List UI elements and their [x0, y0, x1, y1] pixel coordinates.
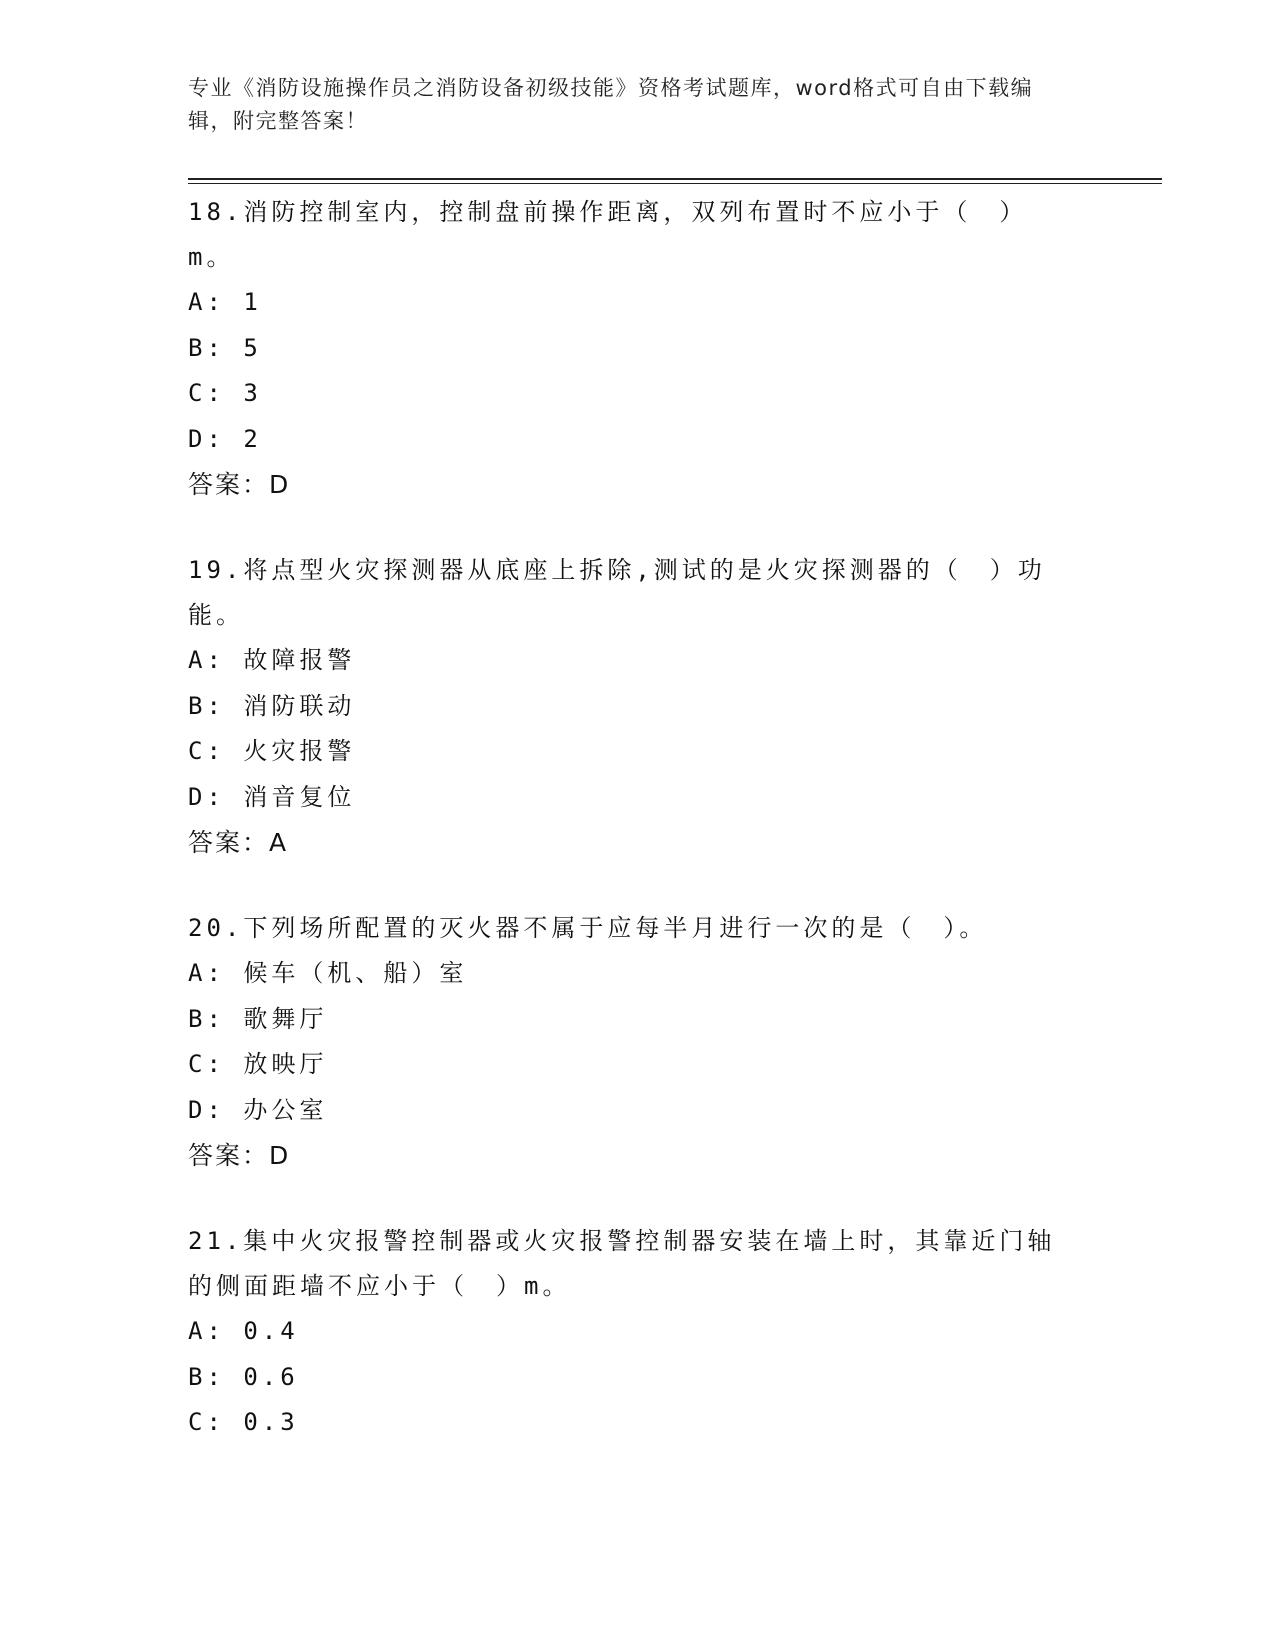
option-c: C: 0.3 [188, 1408, 299, 1436]
option-d: D: 2 [188, 424, 262, 453]
question-list [188, 190, 1088, 1446]
spacer [188, 507, 1088, 548]
spacer [188, 865, 1088, 906]
spacer [188, 1178, 1088, 1219]
option-b: B: 歌舞厅 [188, 1004, 328, 1033]
question-18 [188, 190, 1088, 507]
option-a: A: 候车（机、船）室 [188, 959, 468, 987]
option-a: A: 1 [188, 288, 262, 316]
option-c: C: 3 [188, 379, 262, 407]
answer: 答案：D [188, 470, 291, 499]
answer: 答案：D [188, 1141, 291, 1170]
option-a: A: 故障报警 [188, 646, 356, 674]
question-21 [188, 1219, 1088, 1446]
header-divider-thick [188, 178, 1162, 180]
option-c: C: 放映厅 [188, 1050, 328, 1078]
question-20 [188, 906, 1088, 1178]
header-divider-thin [188, 183, 1162, 184]
option-a: A: 0.4 [188, 1317, 299, 1345]
option-b: B: 0.6 [188, 1362, 299, 1391]
option-b: B: 5 [188, 333, 262, 362]
question-text: 21.集中火灾报警控制器或火灾报警控制器安装在墙上时，其靠近门轴的侧面距墙不应小于（ ）m。 [188, 1227, 1056, 1300]
option-d: D: 消音复位 [188, 782, 356, 811]
question-text: 18.消防控制室内，控制盘前操作距离，双列布置时不应小于（ ）m。 [188, 198, 1028, 271]
document-header: 专业《消防设施操作员之消防设备初级技能》资格考试题库，word格式可自由下载编辑，附完整答案！ [188, 76, 1034, 133]
answer: 答案：A [188, 828, 289, 857]
question-text: 20.下列场所配置的灭火器不属于应每半月进行一次的是（ ）。 [188, 914, 988, 942]
option-b: B: 消防联动 [188, 691, 356, 720]
question-text: 19.将点型火灾探测器从底座上拆除,测试的是火灾探测器的（ ）功能。 [188, 556, 1046, 629]
question-19 [188, 548, 1088, 865]
option-d: D: 办公室 [188, 1095, 328, 1124]
option-c: C: 火灾报警 [188, 737, 356, 765]
